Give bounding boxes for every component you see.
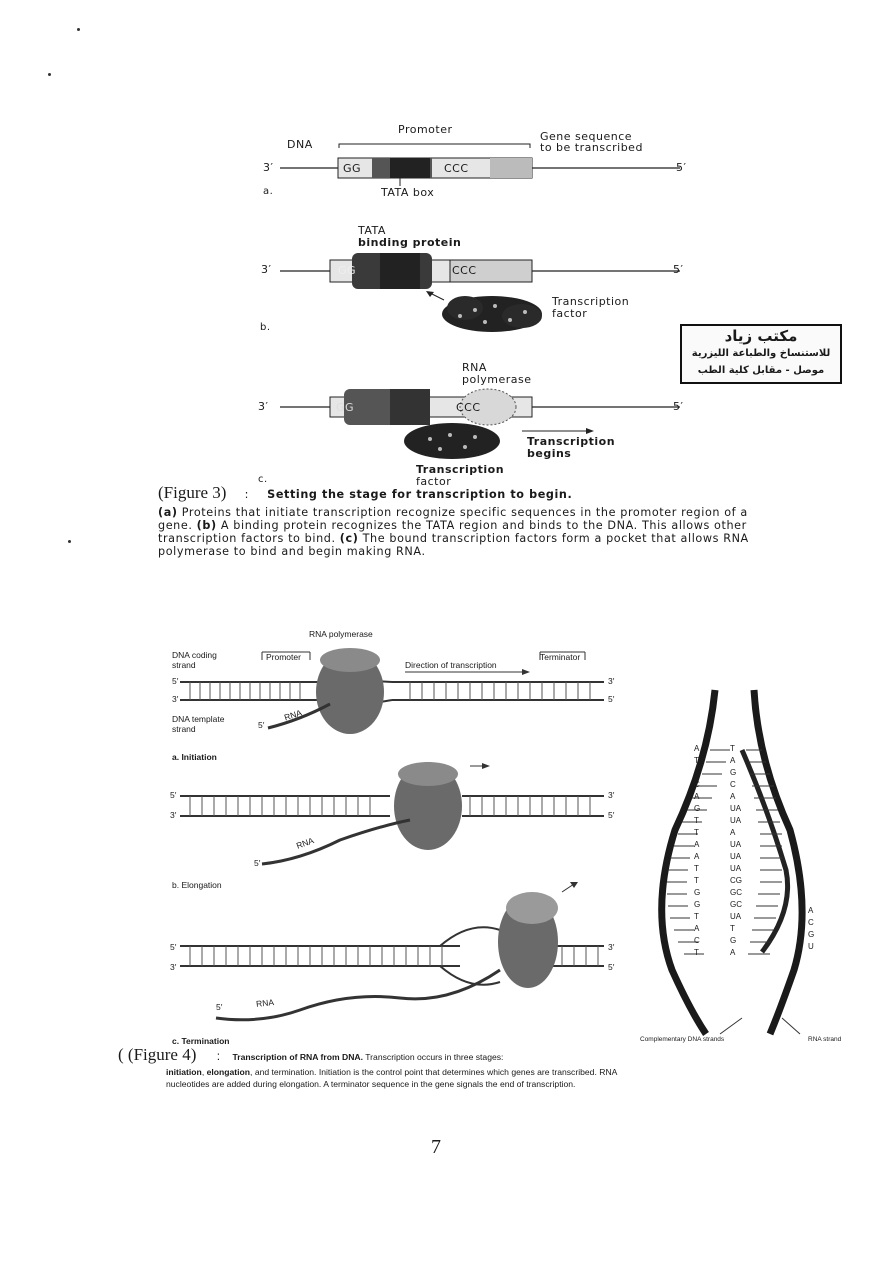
three-prime-a2: 3′ — [608, 676, 615, 686]
ladder-base: A — [694, 792, 700, 801]
caption-title: Transcription of RNA from DNA. — [232, 1052, 364, 1062]
direction-label: Direction of transcription — [405, 660, 497, 670]
panel-b-letter: b. — [260, 322, 271, 333]
ladder-base: G — [694, 888, 701, 897]
figure-4-caption: ( (Figure 4) : Transcription of RNA from DNA. Transcription occurs in three stages: initiation, elongation, and termination. Initiation is the control point that determines which genes are transcribed. RNA nucleotides are added during elongation. A terminator sequence in the gene signals the end of transcription. — [118, 1045, 617, 1089]
stamp-line-2: للاستنساخ والطباعة الليزرية — [691, 348, 831, 359]
caption-c-text: The bound transcription factors form a pocket that allows RNA polymerase to bind and begin making RNA. — [158, 532, 749, 558]
three-prime-b1: 3′ — [170, 810, 177, 820]
figure-4-tag: ( (Figure 4) — [118, 1045, 197, 1064]
panel-b-diagram — [260, 250, 700, 340]
ladder-base: C — [808, 918, 814, 927]
ladder-base: T — [694, 756, 699, 765]
caption-colon: : — [216, 1049, 221, 1063]
elongation-label: b. Elongation — [172, 880, 222, 890]
panel-a-diagram — [260, 136, 700, 188]
ladder-base: UA — [730, 864, 742, 873]
ccc-c: CCC — [456, 401, 481, 414]
three-prime-c2: 3′ — [608, 942, 615, 952]
ladder-base: T — [730, 744, 735, 753]
ladder-base: UA — [730, 852, 742, 861]
ladder-base: GC — [730, 900, 742, 909]
ladder-base: A — [694, 744, 700, 753]
ladder-base: A — [730, 756, 736, 765]
three-prime-a: 3′ — [263, 161, 274, 174]
five-prime-b2: 5′ — [608, 810, 615, 820]
dna-coding-label: DNA coding — [172, 650, 217, 660]
figure-3-caption — [158, 483, 773, 558]
tata-box-label: TATA box — [381, 186, 435, 199]
dna-template-label: DNA template — [172, 714, 225, 724]
caption-c-label: (c) — [339, 532, 359, 545]
gg-b: GG — [338, 264, 357, 277]
rna-strand-label: RNA strand — [808, 1036, 842, 1043]
promoter-label: Promoter — [398, 123, 453, 136]
caption-b-label: (b) — [196, 519, 217, 532]
tata-binding-label-2: binding protein — [358, 236, 462, 249]
ladder-base: T — [694, 828, 699, 837]
ladder-base: A — [694, 924, 700, 933]
dna-template-label-2: strand — [172, 724, 196, 734]
tata-binding-label: TATA — [358, 224, 386, 237]
three-prime-b: 3′ — [261, 263, 272, 276]
five-prime-rna-b: 5′ — [254, 858, 261, 868]
ladder-base: A — [730, 792, 736, 801]
ladder-base: UA — [730, 804, 742, 813]
transcription-begins-label-2: begins — [527, 447, 572, 460]
ladder-base: UA — [730, 912, 742, 921]
ladder-base: T — [730, 924, 735, 933]
five-prime-rna-c: 5′ — [216, 1002, 223, 1012]
figure-4-diagram — [0, 620, 890, 1060]
three-prime-b2: 3′ — [608, 790, 615, 800]
transcription-begins-label: Transcription — [527, 435, 616, 448]
caption-title: Setting the stage for transcription to begin. — [267, 488, 573, 501]
dna-label: DNA — [287, 138, 313, 151]
transcription-factor-label-2: factor — [552, 307, 588, 320]
caption-a-label: (a) — [158, 506, 178, 519]
panel-c-diagram — [260, 385, 700, 465]
five-prime-c1: 5′ — [170, 942, 177, 952]
ladder-base: A — [808, 906, 814, 915]
transcription-factor-c-label: Transcription — [416, 463, 505, 476]
gg-a: GG — [343, 162, 362, 175]
caption-colon: : — [244, 488, 249, 501]
rna-polymerase-label: RNA — [462, 361, 487, 374]
complementary-label: Complementary DNA strands — [640, 1036, 725, 1043]
caption-elongation: elongation — [206, 1067, 251, 1077]
rna-label-a: RNA — [282, 707, 304, 723]
ladder-base: A — [694, 852, 700, 861]
three-prime-c: 3′ — [258, 400, 269, 413]
ccc-a: CCC — [444, 162, 469, 175]
caption-text-2: , and termination. Initiation is the control point that determines which genes are transcribed. RNA nucleotides are added during elongation. A terminator sequence in the gene signals the end of transcription. — [166, 1067, 617, 1089]
three-prime-a1: 3′ — [172, 694, 179, 704]
gene-sequence-label: Gene sequence — [540, 130, 633, 143]
figure-4 — [0, 620, 890, 1060]
ladder-base: C — [730, 780, 736, 789]
caption-b-text: A binding protein recognizes the TATA region and binds to the DNA. This allows other transcription factors to bind. — [158, 519, 747, 545]
rna-label-b: RNA — [294, 835, 316, 851]
caption-a-text: Proteins that initiate transcription recognize specific sequences in the promoter region of a gene. — [158, 506, 748, 532]
ladder-base: G — [694, 804, 701, 813]
ladder-base: A — [694, 840, 700, 849]
ccc-b: CCC — [452, 264, 477, 277]
ladder-base: G — [730, 936, 737, 945]
five-prime-a: 5′ — [676, 161, 687, 174]
panel-a-letter: a. — [263, 186, 274, 197]
five-prime-c2: 5′ — [608, 962, 615, 972]
ladder-base: T — [694, 912, 699, 921]
gg-c: GG — [336, 401, 355, 414]
transcription-factor-label: Transcription — [552, 295, 630, 308]
page-number: 7 — [431, 1136, 441, 1158]
three-prime-c1: 3′ — [170, 962, 177, 972]
ladder-base: G — [730, 768, 737, 777]
ladder-base: C — [694, 768, 700, 777]
rna-polymerase-label-2: polymerase — [462, 373, 532, 386]
five-prime-b: 5′ — [673, 263, 684, 276]
ladder-base: T — [694, 948, 699, 957]
gene-sequence-label-2: to be transcribed — [540, 141, 643, 154]
caption-text-1: Transcription occurs in three stages: — [365, 1052, 504, 1062]
ladder-base: T — [694, 816, 699, 825]
five-prime-rna-a: 5′ — [258, 720, 265, 730]
panel-c-letter: c. — [258, 474, 268, 485]
initiation-label: a. Initiation — [172, 752, 217, 762]
five-prime-a1: 5′ — [172, 676, 179, 686]
five-prime-a2: 5′ — [608, 694, 615, 704]
ladder-base: A — [730, 948, 736, 957]
termination-label: c. Termination — [172, 1036, 230, 1046]
dna-coding-label-2: strand — [172, 660, 196, 670]
ladder-base: G — [808, 930, 815, 939]
promoter-label: Promoter — [266, 652, 301, 662]
ladder-base: C — [694, 780, 700, 789]
caption-initiation: initiation — [166, 1067, 202, 1077]
five-prime-b1: 5′ — [170, 790, 177, 800]
ladder-base: C — [694, 936, 700, 945]
ladder-base: CG — [730, 876, 742, 885]
ladder-base: UA — [730, 816, 742, 825]
figure-3-tag: (Figure 3) — [158, 483, 227, 502]
rna-label-c: RNA — [255, 997, 275, 1009]
ladder-base: A — [730, 828, 736, 837]
ladder-base: T — [694, 876, 699, 885]
ladder-base: GC — [730, 888, 742, 897]
transcription-factor-c-label-2: factor — [416, 475, 452, 488]
stamp — [680, 324, 842, 384]
five-prime-c: 5′ — [673, 400, 684, 413]
ladder-base: UA — [730, 840, 742, 849]
terminator-label: Terminator — [540, 652, 581, 662]
ladder-base: U — [808, 942, 814, 951]
ladder-base: G — [694, 900, 701, 909]
stamp-line-1: مكتب زياد — [724, 327, 798, 345]
rna-polymerase-label: RNA polymerase — [309, 629, 373, 639]
stamp-line-3: موصل - مقابل كلية الطب — [697, 365, 825, 376]
ladder-base: T — [694, 864, 699, 873]
